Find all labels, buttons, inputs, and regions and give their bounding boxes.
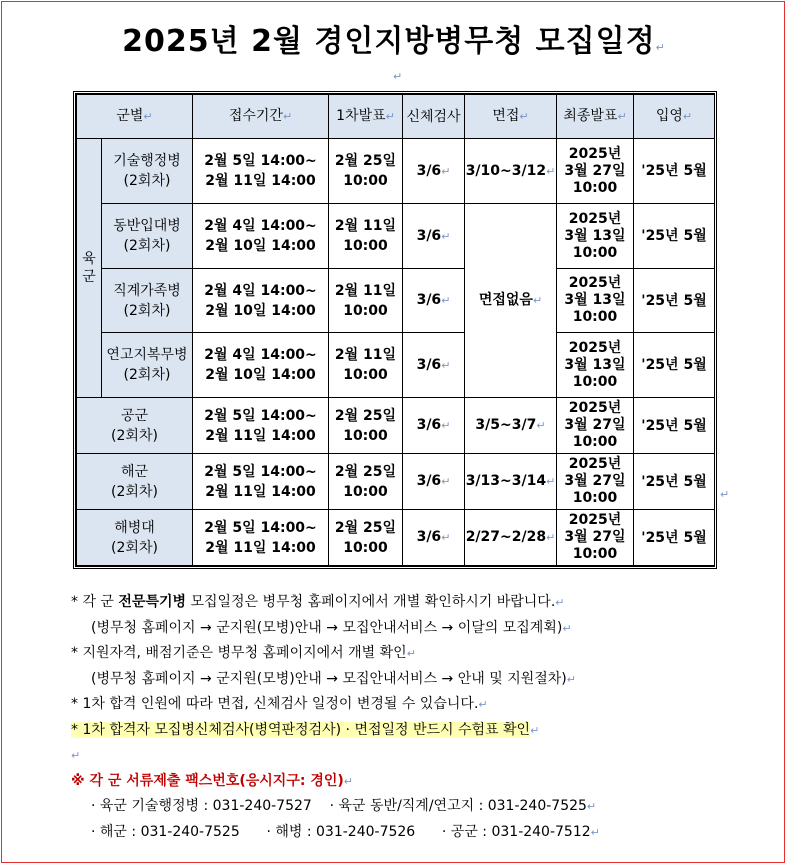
reception-cell: 2월 5일 14:00~ 2월 11일 14:00 <box>193 454 329 510</box>
branch-cell: 기술행정병 (2회차) <box>102 139 193 204</box>
branch-cell: 공군 (2회차) <box>77 398 193 454</box>
first-announce-cell: 2월 25일 10:00 <box>329 398 403 454</box>
table-row <box>77 269 715 333</box>
table-header-row <box>77 95 715 139</box>
header-interview: 면접↵ <box>465 95 557 139</box>
branch-cell: 연고지복무병 (2회차) <box>102 333 193 398</box>
army-label: 육 군 <box>77 139 102 398</box>
reception-cell: 2월 5일 14:00~ 2월 11일 14:00 <box>193 510 329 566</box>
final-announce-cell: 2025년 3월 13일 10:00 <box>557 333 634 398</box>
paragraph-mark: ↵ <box>720 488 730 501</box>
reception-cell: 2월 4일 14:00~ 2월 10일 14:00 <box>193 333 329 398</box>
branch-cell: 직계가족병 (2회차) <box>102 269 193 333</box>
first-announce-cell: 2월 25일 10:00 <box>329 139 403 204</box>
final-announce-cell: 2025년 3월 13일 10:00 <box>557 204 634 269</box>
enlist-cell: '25년 5월 <box>634 204 715 269</box>
page-title: 2025년 2월 경인지방병무청 모집일정↵ <box>122 24 666 59</box>
interview-cell: 3/13~3/14↵ <box>465 454 557 510</box>
note-1: * 각 군 전문특기병 모집일정은 병무청 홈페이지에서 개별 확인하시기 바랍니다.↵ <box>71 594 565 610</box>
enlist-cell: '25년 5월 <box>634 454 715 510</box>
header-physical-exam: 신체검사 <box>403 95 465 139</box>
table-row <box>77 510 715 566</box>
final-announce-cell: 2025년 3월 13일 10:00 <box>557 269 634 333</box>
interview-cell: 3/5~3/7↵ <box>465 398 557 454</box>
enlist-cell: '25년 5월 <box>634 139 715 204</box>
table-row <box>77 204 715 269</box>
physical-cell: 3/6↵ <box>403 204 465 269</box>
physical-cell: 3/6↵ <box>403 398 465 454</box>
branch-cell: 해병대 (2회차) <box>77 510 193 566</box>
enlist-cell: '25년 5월 <box>634 269 715 333</box>
note-4: * 1차 합격자 모집병신체검사(병역판정검사) · 면접일정 반드시 수험표 확인↵ <box>71 721 540 738</box>
interview-cell-none: 면접없음↵ <box>465 204 557 398</box>
paragraph-mark: ↵ <box>393 70 403 83</box>
reception-cell: 2월 5일 14:00~ 2월 11일 14:00 <box>193 398 329 454</box>
table-row <box>77 333 715 398</box>
fax-line-1: · 육군 기술행정병 : 031-240-7527 · 육군 동반/직계/연고지 : 031-240-7525↵ <box>91 798 597 814</box>
branch-cell: 해군 (2회차) <box>77 454 193 510</box>
final-announce-cell: 2025년 3월 27일 10:00 <box>557 398 634 454</box>
first-announce-cell: 2월 25일 10:00 <box>329 510 403 566</box>
first-announce-cell: 2월 25일 10:00 <box>329 454 403 510</box>
physical-cell: 3/6↵ <box>403 333 465 398</box>
enlist-cell: '25년 5월 <box>634 510 715 566</box>
table-row <box>77 398 715 454</box>
table-row <box>77 139 715 204</box>
note-3: * 1차 합격 인원에 따라 면접, 신체검사 일정이 변경될 수 있습니다.↵ <box>71 696 488 712</box>
final-announce-cell: 2025년 3월 27일 10:00 <box>557 139 634 204</box>
note-2-sub: (병무청 홈페이지 → 군지원(모병)안내 → 모집안내서비스 → 안내 및 지원절차)↵ <box>91 670 576 687</box>
interview-cell: 3/10~3/12↵ <box>465 139 557 204</box>
physical-cell: 3/6↵ <box>403 139 465 204</box>
note-1-sub: (병무청 홈페이지 → 군지원(모병)안내 → 모집안내서비스 → 이달의 모집계획)↵ <box>91 619 572 636</box>
first-announce-cell: 2월 11일 10:00 <box>329 333 403 398</box>
final-announce-cell: 2025년 3월 27일 10:00 <box>557 510 634 566</box>
first-announce-cell: 2월 11일 10:00 <box>329 269 403 333</box>
header-final-announce: 최종발표↵ <box>557 95 634 139</box>
reception-cell: 2월 5일 14:00~ 2월 11일 14:00 <box>193 139 329 204</box>
fax-line-2: · 해군 : 031-240-7525 · 해병 : 031-240-7526 · 공군 : 031-240-7512↵ <box>91 823 600 840</box>
branch-cell: 동반입대병 (2회차) <box>102 204 193 269</box>
physical-cell: 3/6↵ <box>403 454 465 510</box>
enlist-cell: '25년 5월 <box>634 333 715 398</box>
header-enlist: 입영↵ <box>634 95 715 139</box>
reception-cell: 2월 4일 14:00~ 2월 10일 14:00 <box>193 269 329 333</box>
note-2: * 지원자격, 배점기준은 병무청 홈페이지에서 개별 확인↵ <box>71 645 416 661</box>
schedule-table <box>76 94 715 566</box>
first-announce-cell: 2월 11일 10:00 <box>329 204 403 269</box>
header-reception: 접수기간↵ <box>193 95 329 139</box>
header-branch: 군별↵ <box>77 95 193 139</box>
empty-paragraph: ↵ <box>71 749 81 762</box>
physical-cell: 3/6↵ <box>403 510 465 566</box>
reception-cell: 2월 4일 14:00~ 2월 10일 14:00 <box>193 204 329 269</box>
physical-cell: 3/6↵ <box>403 269 465 333</box>
notes-section <box>71 590 771 845</box>
header-first-announce: 1차발표↵ <box>329 95 403 139</box>
table-row <box>77 454 715 510</box>
enlist-cell: '25년 5월 <box>634 398 715 454</box>
fax-title: ※ 각 군 서류제출 팩스번호(응시지구: 경인)↵ <box>71 772 353 789</box>
final-announce-cell: 2025년 3월 27일 10:00 <box>557 454 634 510</box>
interview-cell: 2/27~2/28↵ <box>465 510 557 566</box>
